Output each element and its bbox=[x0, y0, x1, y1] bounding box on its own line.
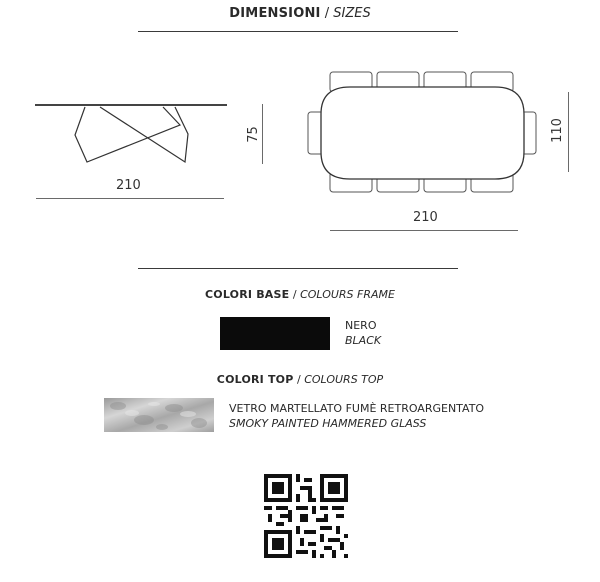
frame-colour-label bbox=[345, 318, 381, 348]
colours-frame-title-bold: COLORI BASE bbox=[205, 288, 290, 301]
sizes-heading bbox=[0, 6, 600, 21]
top-width-dimension-line bbox=[330, 230, 518, 231]
side-width-label: 210 bbox=[116, 178, 141, 193]
top-colour-name-it: VETRO MARTELLATO FUMÈ RETROARGENTATO bbox=[229, 402, 485, 415]
colours-top-title-separator: / bbox=[297, 373, 301, 386]
top-colour-label bbox=[229, 401, 484, 431]
colours-top-title-bold: COLORI TOP bbox=[216, 373, 294, 386]
frame-colour-name-it: NERO bbox=[345, 319, 377, 332]
table-side-view-drawing bbox=[30, 95, 240, 175]
colours-top-heading bbox=[0, 373, 600, 386]
sizes-title-separator: / bbox=[324, 6, 330, 21]
colours-top-title-italic: COLOURS TOP bbox=[304, 373, 384, 386]
colours-frame-title-separator: / bbox=[292, 288, 297, 301]
side-width-dimension-line bbox=[36, 198, 224, 199]
sizes-section-rule bbox=[138, 268, 458, 269]
colours-frame-title-italic: COLOURS FRAME bbox=[300, 288, 395, 301]
side-height-label: 75 bbox=[245, 126, 261, 143]
frame-colour-name-en: BLACK bbox=[345, 334, 382, 347]
top-depth-dimension-line bbox=[568, 92, 569, 172]
sizes-heading-rule bbox=[138, 31, 458, 32]
qr-code-icon[interactable] bbox=[264, 474, 348, 558]
top-colour-name-en: SMOKY PAINTED HAMMERED GLASS bbox=[229, 417, 427, 430]
frame-colour-swatch bbox=[220, 317, 330, 350]
top-colour-swatch bbox=[104, 398, 214, 432]
sizes-title-italic: SIZES bbox=[333, 6, 371, 21]
table-top-view-drawing bbox=[300, 66, 552, 202]
sizes-title-bold: DIMENSIONI bbox=[229, 6, 321, 21]
top-depth-label: 110 bbox=[549, 118, 565, 143]
top-width-label: 210 bbox=[413, 210, 438, 225]
side-height-dimension-line bbox=[262, 104, 263, 164]
colours-frame-heading bbox=[0, 288, 600, 301]
